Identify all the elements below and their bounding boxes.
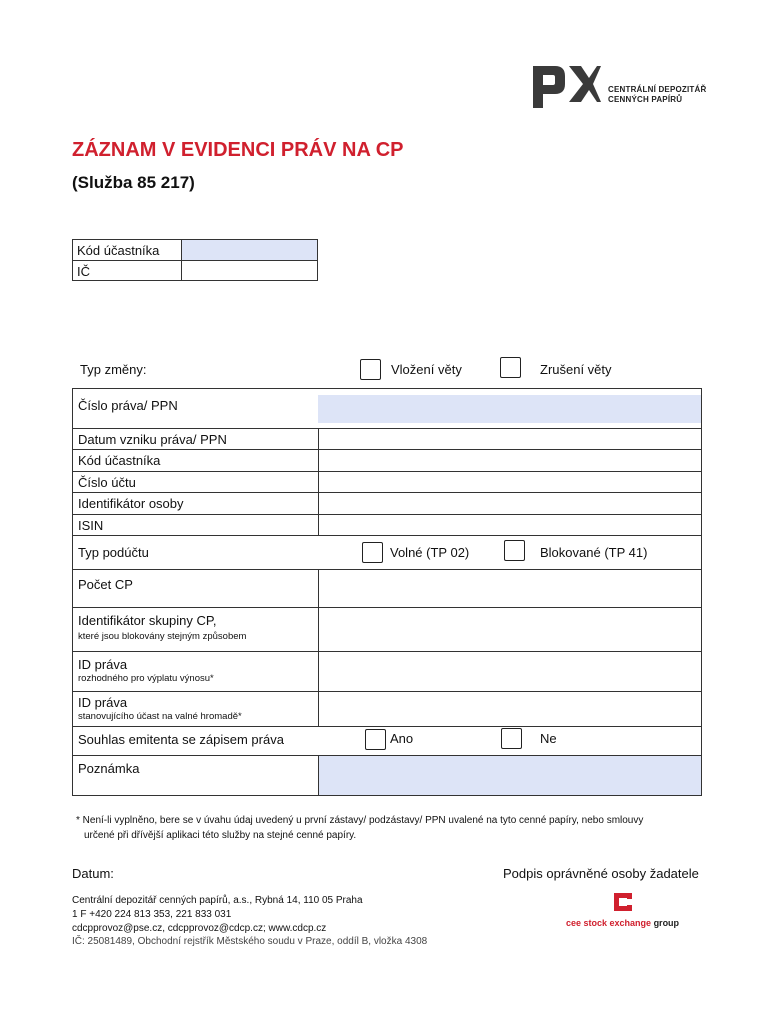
person-id-label: Identifikátor osoby xyxy=(78,496,184,511)
creation-date-row xyxy=(73,428,701,449)
ic-field[interactable] xyxy=(181,261,317,281)
right-number-row xyxy=(73,388,701,428)
brand-line-2: CENNÝCH PAPÍRŮ xyxy=(608,95,683,104)
securities-count-field[interactable] xyxy=(318,570,701,607)
meeting-right-id-label: ID práva xyxy=(78,695,128,710)
participant-code-form-label: Kód účastníka xyxy=(78,453,161,468)
participant-code-form-row xyxy=(73,449,701,471)
securities-count-row xyxy=(73,569,701,607)
subaccount-type-label: Typ podúčtu xyxy=(78,545,149,560)
blocked-tp41-checkbox[interactable] xyxy=(504,540,525,561)
note-field[interactable] xyxy=(318,756,701,795)
participant-code-row xyxy=(73,240,317,260)
ic-row xyxy=(73,260,317,281)
cee-group-name xyxy=(566,918,679,928)
right-number-label: Číslo práva/ PPN xyxy=(78,398,178,413)
meeting-right-id-field[interactable] xyxy=(318,692,701,726)
group-id-field[interactable] xyxy=(318,608,701,651)
securities-count-label: Počet CP xyxy=(78,577,133,592)
yield-right-id-field[interactable] xyxy=(318,652,701,691)
account-number-field[interactable] xyxy=(318,472,701,492)
creation-date-label: Datum vzniku práva/ PPN xyxy=(78,432,227,447)
brand-name xyxy=(608,85,706,105)
blocked-tp41-label: Blokované (TP 41) xyxy=(540,545,648,560)
rights-form xyxy=(72,388,702,796)
insert-record-checkbox[interactable] xyxy=(360,359,381,380)
page-subtitle: (Služba 85 217) xyxy=(72,173,195,192)
address-line-3: cdcpprovoz@pse.cz, cdcpprovoz@cdcp.cz; www.cdcp.cz xyxy=(72,923,327,934)
yield-right-id-sublabel: rozhodného pro výplatu výnosu* xyxy=(78,673,214,684)
free-tp02-label: Volné (TP 02) xyxy=(390,545,470,560)
cancel-record-checkbox[interactable] xyxy=(500,357,521,378)
group-id-row xyxy=(73,607,701,651)
group-id-sublabel: které jsou blokovány stejným způsobem xyxy=(78,631,247,642)
meeting-right-id-row xyxy=(73,691,701,726)
address-line-2: 1 F +420 224 813 353, 221 833 031 xyxy=(72,909,232,920)
isin-label: ISIN xyxy=(78,518,104,533)
issuer-consent-row xyxy=(73,726,701,755)
group-id-label: Identifikátor skupiny CP, xyxy=(78,613,217,628)
note-label: Poznámka xyxy=(78,761,140,776)
date-label: Datum: xyxy=(72,866,114,881)
account-number-label: Číslo účtu xyxy=(78,475,136,490)
isin-row xyxy=(73,514,701,535)
participant-code-form-field[interactable] xyxy=(318,450,701,471)
person-id-field[interactable] xyxy=(318,493,701,514)
registry-info: IČ: 25081489, Obchodní rejstřík Městského soudu v Praze, oddíl B, vložka 4308 xyxy=(72,936,428,947)
footnote-line-2: určené při dřívější aplikaci této služby na stejné cenné papíry. xyxy=(84,830,357,841)
insert-record-label: Vložení věty xyxy=(391,362,462,377)
cee-brand-rest: group xyxy=(651,918,680,928)
participant-table xyxy=(72,239,318,281)
right-number-field[interactable] xyxy=(318,395,701,423)
footnote xyxy=(76,813,696,843)
participant-code-label: Kód účastníka xyxy=(77,243,160,258)
yield-right-id-label: ID práva xyxy=(78,657,128,672)
cee-brand-red: cee stock exchange xyxy=(566,918,652,928)
consent-yes-checkbox[interactable] xyxy=(365,729,386,750)
signature-label: Podpis oprávněné osoby žadatele xyxy=(503,866,699,881)
consent-yes-label: Ano xyxy=(390,731,414,746)
isin-field[interactable] xyxy=(318,515,701,535)
address-line-1: Centrální depozitář cenných papírů, a.s., Rybná 14, 110 05 Praha xyxy=(72,895,363,906)
participant-code-field[interactable] xyxy=(181,240,317,260)
consent-no-checkbox[interactable] xyxy=(501,728,522,749)
account-number-row xyxy=(73,471,701,492)
brand-line-1: CENTRÁLNÍ DEPOZITÁŘ xyxy=(608,85,707,94)
yield-right-id-row xyxy=(73,651,701,691)
px-logo xyxy=(531,64,601,110)
cee-logo-icon xyxy=(612,891,634,913)
footnote-line-1: * Není-li vyplněno, bere se v úvahu údaj uvedený u první zástavy/ podzástavy/ PPN uvalené na tyto cenné papíry, nebo smlouvy xyxy=(76,815,644,826)
change-type-label: Typ změny: xyxy=(80,362,147,377)
cancel-record-label: Zrušení věty xyxy=(540,362,612,377)
ic-label: IČ xyxy=(77,264,90,279)
meeting-right-id-sublabel: stanovujícího účast na valné hromadě* xyxy=(78,711,242,722)
person-id-row xyxy=(73,492,701,514)
consent-no-label: Ne xyxy=(540,731,557,746)
page-title: ZÁZNAM V EVIDENCI PRÁV NA CP xyxy=(72,139,404,161)
company-address xyxy=(72,894,363,936)
note-row xyxy=(73,755,701,795)
creation-date-field[interactable] xyxy=(318,429,701,449)
issuer-consent-label: Souhlas emitenta se zápisem práva xyxy=(78,732,284,747)
free-tp02-checkbox[interactable] xyxy=(362,542,383,563)
